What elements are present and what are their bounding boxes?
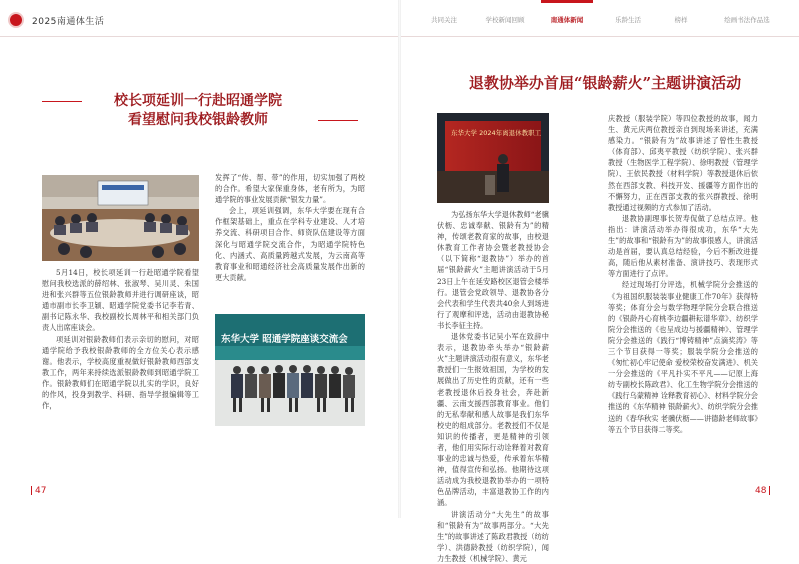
article1-paragraph-2: 项延训对银龄教师们表示亲切的慰问，对昭通学院给予我校银龄教师的全方位关心表示感谢。他表示，学校高度重视做好银龄教师西部支教工作，两年来持续选派银龄教师到昭通学院工作。银龄教师们在昭通学院以扎实的学识，良好的作风，投身到教学、科研、指导学报编辑等工作， (42, 334, 199, 411)
page-spine (398, 0, 401, 518)
magazine-logo-icon (8, 12, 24, 28)
article2-paragraph-3: 讲演活动分“大先生”的故事和“银龄有为”故事两部分。“大先生”的故事讲述了陈政君教授（纺纺学）、洪德龄教授（纺织学院），闻力生教授（机械学院）、黄元 (437, 509, 549, 563)
article2-paragraph-2: 退休党委书记吴小军在致辞中表示，退教协牵头举办“银龄薪火”主题讲演活动很有意义，东华老教授们一生报效祖国，为学校的发展做出了历史性的贡献，还有一些老教授退休后投身社会，奔赴新疆、云南支援西部教育事业。他们的无私奉献和感人故事是我们东华校史的组成部分。老教授们不仅是知识的传播者，更是精神的引领者，他们用实际行动诠释着对教育事业的忠诚与热爱，传承着东华精神，值得宣传和弘扬。他期待这项活动成为我校退教协举办的一项特色品牌活动，丰富退教协工作的内涵。 (437, 332, 549, 508)
group-photo (215, 314, 365, 426)
group-photo-banner: 东华大学 昭通学院座谈交流会 (221, 334, 348, 345)
article2-paragraph-6: 经过现场打分评选，机械学院分会推送的《为祖国织服装装事业健康工作70年》获得特等奖；体育分会与数学物理学院分会联合推送的《银龄丹心育桃李边疆耕耘谱华章》、纺织学院分会推送的《也呈成边与援疆精神》、管理学院分会推送的《践行“博铸精神”点滴奖涛》等三个节目获得一等奖；服装学院分会推送的《匆忙初心牢记使命 爱校荣校奋发满进》、机关一分会推送的《平凡扑实不平凡——记原上海纺专副校长陈政君》、化工生物学院分会推送的《践行乌蒙精神 诠释教育初心》、材料学院分会推送的《东华精神 银龄薪火》、纺织学院分会推送的《春华秋实 老骥伏枥——讲德龄老师故事》等五个节目获得二等奖。 (608, 280, 758, 434)
headline-rule-left (42, 101, 82, 102)
left-column-1 (42, 267, 199, 477)
right-page-number: 48 (755, 486, 773, 496)
nav-item-retiree-news[interactable]: 南通体新闻 (541, 0, 593, 40)
meeting-photo (42, 175, 199, 261)
article2-paragraph-4: 庆教授（服装学院）等四位教授的故事，闻力生、黄元庆两位教授亲自到现场来讲述，充满感染力。“银龄有为”故事讲述了曾性生教授（体育部）、邱夷平教授（纺织学院）、张兴群教授（生物医学工程学院）、徐明教授（管理学院）、王依民教授（材料学院）等教授退休后依然在西部支教、科技开发、援疆等方面作出的不懈努力，正在西部支教的张兴群教授、徐明教授通过视频的方式参加了活动。 (608, 114, 758, 212)
nav-item-shared-focus[interactable]: 共同关注 (431, 16, 457, 24)
article1-paragraph-3: 发挥了“传、帮、带”的作用，切实加强了两校的合作。希望大家保重身体，老有所为，为昭通学院的事业发展贡献“银发力量”。 (215, 173, 365, 205)
left-headline-line1: 校长项延训一行赴昭通学院 (114, 93, 282, 109)
left-headline (78, 92, 318, 130)
article1-paragraph-4: 会上，项延训强调，东华大学要在现有合作框架基础上，重点在学科专业建设、人才培养交流、科研项目合作、师资队伍建设等方面深化与昭通学院交流合作，为昭通学院特色化、内涵式、高质量跨越式发展，为云南高等教育事业和昭通经济社会高质量发展作出新的更大贡献。 (215, 206, 365, 282)
article2-paragraph-1: 为弘扬东华大学退休教师“老骥伏枥、忠诚奉献、银龄有为”的精神，传颂老教育家的故事，由校退休教育工作者协会暨老教授协会（以下简称“退教协”）举办的首届“银龄薪火”主题讲演活动于5月23日上午在延安路校区退管会楼举行。退管会党政领导、退教协各分会代表和学生代表共40余人到场进行了观摩和评选，活动由退教协秘书长李征主持。 (437, 210, 549, 330)
nav-item-elderly-life[interactable]: 乐龄生活 (615, 16, 641, 24)
page-number-marker-icon (31, 486, 32, 495)
left-column-2 (215, 172, 365, 312)
right-column-2 (608, 113, 758, 483)
section-nav (408, 0, 799, 40)
article2-paragraph-5: 退教协副理事长贺寿侃做了总结点评。他指出：讲演活动举办得很成功，东华“大先生”的故事和“银龄有为”的故事很感人，讲演活动是首届，要认真总结经验，今后不断改进提高，随后他从素材准备、演讲技巧、表现形式等方面进行了点评。 (608, 213, 758, 279)
page-number-marker-icon (769, 486, 770, 495)
right-column-1 (437, 209, 549, 563)
right-headline: 退教协举办首届“银龄薪火”主题讲演活动 (468, 74, 742, 92)
nav-item-school-news[interactable]: 学校新闻回顾 (485, 16, 525, 24)
left-headline-line2: 看望慰问我校银龄教师 (128, 112, 268, 128)
magazine-title: 2025南通体生活 (32, 17, 105, 27)
speaker-photo (437, 113, 549, 203)
speaker-photo-banner: 东华大学 2024年离退休教职工 (451, 129, 542, 137)
left-page-number: 47 (28, 486, 46, 496)
nav-item-art-works[interactable]: 绘画书法作品选 (724, 16, 770, 24)
nav-item-role-models[interactable]: 榜样 (674, 16, 688, 24)
article1-paragraph-1: 5月14日，校长项延训一行赴昭通学院看望慰问我校选派的薛绍林、张淑琴、吴川灵、朱国进和张兴群等五位银龄教师并进行调研座谈，昭通市副市长李卫颖、昭通学院党委书记李若青、副书记陈永华、我校副校长周林平和相关部门负责人出席座谈会。 (42, 268, 199, 333)
headline-rule-right (318, 120, 358, 121)
